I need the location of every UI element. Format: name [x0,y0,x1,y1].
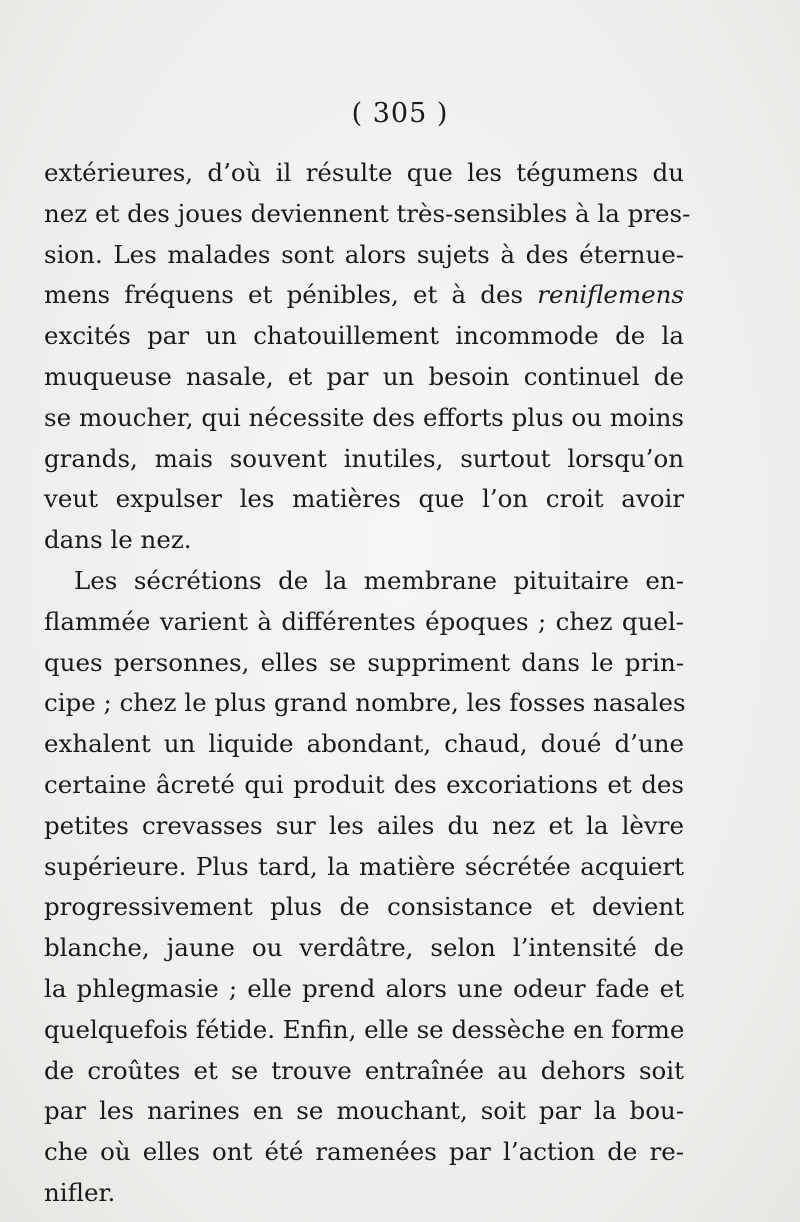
text-line: blanche, jaune ou verdâtre, selon l’intensité de [44,933,684,963]
text-line: petites crevasses sur les ailes du nez et la lèvre [44,810,684,840]
text-line: se moucher, qui nécessite des efforts plus ou moins [44,402,684,432]
text-line: sion. Les malades sont alors sujets à des éternue- [44,239,684,269]
italic-term: reniflemens [537,280,684,310]
text-run: mens fréquens et pénibles, et à des [44,280,538,310]
paragraph-first-line: Les sécrétions de la membrane pituitaire en- [74,565,684,595]
text-line: supérieure. Plus tard, la matière sécrétée acquiert [44,851,684,881]
text-line: quelquefois fétide. Enfin, elle se dessèche en forme [44,1014,685,1044]
text-line: excités par un chatouillement incommode de la [44,321,684,351]
text-line: progressivement plus de consistance et devient [44,892,684,922]
text-line: grands, mais souvent inutiles, surtout lorsqu’on [44,443,684,473]
text-line: dans le nez. [44,525,192,555]
text-line: cipe ; chez le plus grand nombre, les fosses nasales [44,688,686,718]
page-number: ( 305 ) [351,98,449,129]
text-line: exhalent un liquide abondant, chaud, doué d’une [44,729,684,759]
body-text [44,153,691,1214]
text-line: nez et des joues deviennent très-sensibles à la pres- [44,198,691,228]
text-line: certaine âcreté qui produit des excoriations et des [44,769,684,799]
text-line: de croûtes et se trouve entraînée au dehors soit [44,1055,684,1085]
text-line: muqueuse nasale, et par un besoin continuel de [44,361,684,391]
text-line: veut expulser les matières que l’on croit avoir [44,484,684,514]
text-line: extérieures, d’où il résulte que les tégumens du [44,158,684,187]
text-line: la phlegmasie ; elle prend alors une odeur fade et [44,973,684,1003]
text-line: che où elles ont été ramenées par l’action de re- [44,1137,684,1167]
text-line: par les narines en se mouchant, soit par la bou- [44,1096,684,1126]
text-line: flammée varient à différentes époques ; chez quel- [44,606,684,636]
text-line [44,275,684,316]
text-line: nifler. [44,1177,116,1207]
text-line: ques personnes, elles se suppriment dans le prin- [44,647,684,677]
